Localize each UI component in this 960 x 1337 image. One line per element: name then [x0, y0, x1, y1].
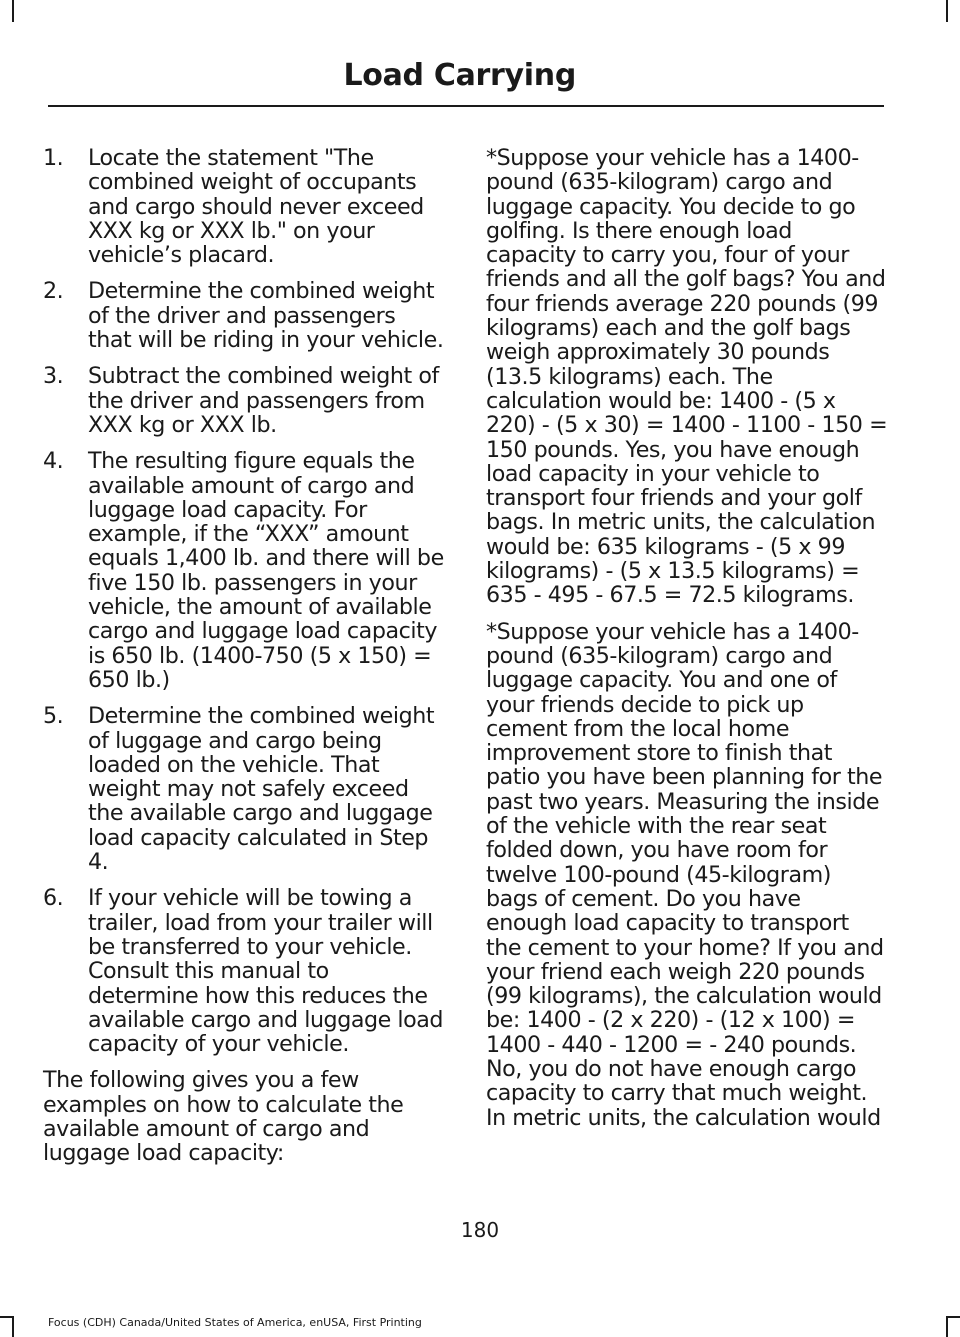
list-item	[43, 449, 445, 692]
footer-edition: Focus (CDH) Canada/United States of America, enUSA, First Printing	[48, 1316, 422, 1329]
intro-paragraph: The following gives you a few examples on how to calculate the available amount of cargo and luggage load capacity:	[43, 1067, 404, 1167]
example-paragraph-cement: *Suppose your vehicle has a 1400-pound (635-kilogram) cargo and luggage capacity. You and one of your friends decide to pick up cement from the local home improvement store to finish that patio you have been planning for the past two years. Measuring the inside of the vehicle with the rear seat folded down, you have room for twelve 100-pound (45-kilogram) bags of cement. Do you have enough load capacity to transport the cement to your home? If you and your friend each weigh 220 pounds (99 kilograms), the calculation would be: 1400 - (2 x 220) - (12 x 100) = 1400 - 440 - 1200 = - 240 pounds. No, you do not have enough cargo capacity to carry that much weight. In metric units, the calculation would	[486, 618, 884, 1131]
step-number: 6.	[43, 885, 64, 912]
step-text: The resulting figure equals the available amount of cargo and luggage load capacity. For example, if the “XXX” amount equals 1,400 lb. and there will be five 150 lb. passengers in your vehicle, the amount of available cargo and luggage load capacity is 650 lb. (1400-750 (5 x 150) = 650 lb.)	[88, 448, 444, 693]
list-item	[43, 886, 445, 1056]
list-item	[43, 704, 445, 874]
step-text: Determine the combined weight of luggage and cargo being loaded on the vehicle. That weight may not safely exceed the available cargo and luggage load capacity calculated in Step 4.	[88, 703, 435, 876]
crop-mark-bottom-left-horizontal	[0, 1316, 14, 1318]
example-paragraph-golf: *Suppose your vehicle has a 1400-pound (635-kilogram) cargo and luggage capacity. You decide to go golfing. Is there enough load capacity to carry you, four of your friends and all the golf bags? You and four friends average 220 pounds (99 kilograms) each and the golf bags weigh approximately 30 pounds (13.5 kilograms) each. The calculation would be: 1400 - (5 x 220) - (5 x 30) = 1400 - 1100 - 150 = 150 pounds. Yes, you have enough load capacity in your vehicle to transport four friends and your golf bags. In metric units, the calculation would be: 635 kilograms - (5 x 99 kilograms) - (5 x 13.5 kilograms) = 635 - 495 - 67.5 = 72.5 kilograms.	[486, 145, 888, 609]
step-number: 3.	[43, 363, 64, 390]
header-divider	[48, 105, 884, 107]
step-number: 1.	[43, 145, 64, 171]
crop-mark-top-left	[12, 0, 14, 22]
crop-mark-bottom-right-horizontal	[946, 1316, 960, 1318]
page-title: Load Carrying	[343, 58, 576, 93]
step-text: Locate the statement "The combined weight of occupants and cargo should never exceed XXX kg or XXX lb." on your vehicle’s placard.	[88, 145, 424, 269]
step-text: Subtract the combined weight of the driver and passengers from XXX kg or XXX lb.	[88, 363, 439, 438]
step-text: Determine the combined weight of the driver and passengers that will be riding in your vehicle.	[88, 278, 444, 354]
list-item	[43, 364, 445, 437]
step-number: 2.	[43, 278, 64, 305]
step-number: 4.	[43, 448, 64, 475]
crop-mark-bottom-right-vertical	[946, 1316, 948, 1337]
step-number: 5.	[43, 703, 64, 730]
list-item	[43, 279, 445, 352]
page-number: 180	[460, 1218, 500, 1242]
right-column	[486, 146, 888, 1142]
crop-mark-top-right	[946, 0, 948, 22]
crop-mark-bottom-left-vertical	[12, 1316, 14, 1337]
step-text: If your vehicle will be towing a trailer, load from your trailer will be transferred to your vehicle. Consult this manual to determine how this reduces the available cargo and luggage load capacity of your vehicle.	[88, 885, 444, 1058]
steps-list	[43, 146, 445, 1056]
list-item	[43, 146, 445, 267]
left-column	[43, 146, 445, 1178]
